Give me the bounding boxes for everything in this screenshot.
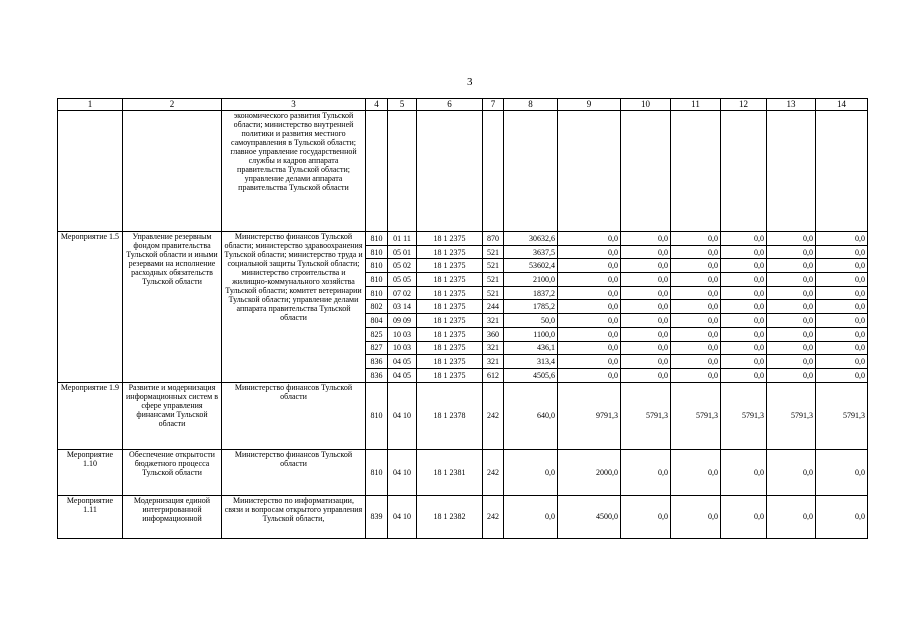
executors-continuation: экономического развития Тульской области; министерство внутренней политики и развития местного самоуправления в Тульской области; главное управление государственной службы и кадров аппарата правительства Тульской области; управление делами аппарата правительства Тульской области [222,111,366,232]
value-cell: 804 [366,314,388,328]
value-cell: 0,0 [621,495,671,538]
header-cell: 13 [767,99,816,111]
value-cell: 0,0 [721,273,767,287]
page-number: 3 [467,76,473,88]
header-cell: 3 [222,99,366,111]
header-cell: 2 [123,99,222,111]
value-cell: 0,0 [767,449,816,495]
header-cell: 10 [621,99,671,111]
value-cell: 18 1 2381 [417,449,483,495]
value-cell: 0,0 [721,259,767,273]
value-cell: 0,0 [721,286,767,300]
value-cell: 0,0 [621,259,671,273]
value-cell: 0,0 [558,286,621,300]
measure-executors: Министерство по информатизации, связи и вопросам открытого управления Тульской области, [222,495,366,538]
value-cell: 5791,3 [721,382,767,449]
value-cell: 18 1 2375 [417,368,483,382]
value-cell: 810 [366,286,388,300]
value-cell: 04 05 [388,368,417,382]
budget-table [57,98,868,539]
value-cell: 0,0 [721,232,767,246]
value-cell: 0,0 [621,355,671,369]
value-cell: 01 11 [388,232,417,246]
value-cell: 0,0 [621,245,671,259]
value-cell: 18 1 2375 [417,245,483,259]
value-cell: 802 [366,300,388,314]
value-cell: 03 14 [388,300,417,314]
value-cell: 0,0 [767,232,816,246]
value-cell: 810 [366,232,388,246]
value-cell: 09 09 [388,314,417,328]
value-cell: 836 [366,368,388,382]
value-cell: 0,0 [816,314,868,328]
value-cell: 521 [483,286,504,300]
value-cell: 836 [366,355,388,369]
value-cell: 0,0 [504,449,558,495]
value-cell: 0,0 [767,273,816,287]
header-cell: 8 [504,99,558,111]
value-cell: 0,0 [721,495,767,538]
value-cell: 04 10 [388,382,417,449]
value-cell: 0,0 [816,300,868,314]
value-cell: 810 [366,245,388,259]
value-cell: 0,0 [816,259,868,273]
value-cell: 0,0 [767,245,816,259]
value-cell: 18 1 2375 [417,300,483,314]
measure-executors: Министерство финансов Тульской области [222,449,366,495]
value-cell: 0,0 [721,368,767,382]
header-cell: 11 [671,99,721,111]
value-cell: 0,0 [558,327,621,341]
value-cell: 0,0 [671,355,721,369]
value-cell: 0,0 [671,300,721,314]
value-cell: 810 [366,259,388,273]
measure-executors: Министерство финансов Тульской области [222,382,366,449]
table-row [58,495,868,538]
value-cell: 10 03 [388,341,417,355]
value-cell: 0,0 [767,368,816,382]
header-cell: 14 [816,99,868,111]
measure-id: Мероприятие 1.9 [58,382,123,449]
value-cell: 0,0 [671,341,721,355]
value-cell: 360 [483,327,504,341]
value-cell: 04 10 [388,449,417,495]
value-cell: 870 [483,232,504,246]
header-cell: 9 [558,99,621,111]
value-cell: 18 1 2375 [417,341,483,355]
value-cell: 2100,0 [504,273,558,287]
value-cell: 18 1 2375 [417,259,483,273]
value-cell: 0,0 [621,232,671,246]
value-cell: 04 05 [388,355,417,369]
value-cell: 0,0 [558,355,621,369]
header-cell: 12 [721,99,767,111]
value-cell: 321 [483,355,504,369]
value-cell: 0,0 [721,449,767,495]
value-cell: 0,0 [621,286,671,300]
cell-empty [58,111,123,232]
value-cell: 0,0 [816,341,868,355]
value-cell: 0,0 [816,327,868,341]
value-cell: 0,0 [767,259,816,273]
value-cell: 825 [366,327,388,341]
value-cell: 0,0 [558,259,621,273]
value-cell: 18 1 2375 [417,232,483,246]
value-cell: 18 1 2382 [417,495,483,538]
value-cell: 0,0 [816,245,868,259]
value-cell: 04 10 [388,495,417,538]
value-cell: 0,0 [558,232,621,246]
value-cell: 0,0 [816,355,868,369]
value-cell: 521 [483,273,504,287]
value-cell: 0,0 [767,341,816,355]
measure-id: Мероприятие 1.10 [58,449,123,495]
value-cell: 4505,6 [504,368,558,382]
header-cell: 7 [483,99,504,111]
value-cell: 0,0 [816,495,868,538]
value-cell: 18 1 2375 [417,327,483,341]
value-cell: 18 1 2375 [417,286,483,300]
value-cell: 0,0 [671,259,721,273]
value-cell: 640,0 [504,382,558,449]
value-cell: 30632,6 [504,232,558,246]
value-cell: 0,0 [767,327,816,341]
measure-id: Мероприятие 1.11 [58,495,123,538]
value-cell: 0,0 [721,327,767,341]
value-cell: 5791,3 [621,382,671,449]
value-cell: 810 [366,273,388,287]
value-cell: 50,0 [504,314,558,328]
value-cell: 0,0 [721,355,767,369]
value-cell: 0,0 [671,368,721,382]
value-cell: 18 1 2375 [417,355,483,369]
value-cell: 242 [483,495,504,538]
value-cell: 839 [366,495,388,538]
value-cell: 3637,5 [504,245,558,259]
value-cell: 244 [483,300,504,314]
measure-name: Модернизация единой интегрированной информационной [123,495,222,538]
measure-executors: Министерство финансов Тульской области; министерство здравоохранения Тульской области; министерство труда и социальной защиты Тульской области; министерство строительства и жилищно-коммунального хозяйства Тульской области; комитет ветеринарии Тульской области; управление делами аппарата правительства Тульской области [222,232,366,383]
value-cell: 0,0 [558,273,621,287]
value-cell: 0,0 [671,495,721,538]
value-cell: 242 [483,382,504,449]
value-cell: 0,0 [671,314,721,328]
value-cell: 05 01 [388,245,417,259]
value-cell: 0,0 [621,368,671,382]
value-cell: 242 [483,449,504,495]
header-cell: 6 [417,99,483,111]
value-cell: 0,0 [621,273,671,287]
value-cell: 2000,0 [558,449,621,495]
value-cell: 05 02 [388,259,417,273]
value-cell: 0,0 [558,245,621,259]
value-cell: 0,0 [721,245,767,259]
value-cell: 0,0 [767,314,816,328]
value-cell: 05 05 [388,273,417,287]
header-cell: 1 [58,99,123,111]
value-cell: 0,0 [621,300,671,314]
value-cell: 1837,2 [504,286,558,300]
value-cell: 0,0 [621,314,671,328]
measure-name: Обеспечение открытости бюджетного процесса Тульской области [123,449,222,495]
header-cell: 5 [388,99,417,111]
value-cell: 18 1 2375 [417,314,483,328]
continuation-row [58,111,868,232]
value-cell: 5791,3 [671,382,721,449]
value-cell: 810 [366,382,388,449]
cell-empty [123,111,222,232]
value-cell: 0,0 [816,368,868,382]
value-cell: 0,0 [504,495,558,538]
value-cell: 0,0 [721,314,767,328]
value-cell: 0,0 [558,300,621,314]
value-cell: 0,0 [671,449,721,495]
value-cell: 321 [483,341,504,355]
value-cell: 827 [366,341,388,355]
value-cell: 0,0 [767,355,816,369]
value-cell: 0,0 [671,245,721,259]
value-cell: 612 [483,368,504,382]
value-cell: 4500,0 [558,495,621,538]
value-cell: 0,0 [621,327,671,341]
value-cell: 9791,3 [558,382,621,449]
value-cell: 18 1 2375 [417,273,483,287]
value-cell: 521 [483,259,504,273]
header-row [58,99,868,111]
value-cell: 0,0 [621,449,671,495]
value-cell: 18 1 2378 [417,382,483,449]
value-cell: 53602,4 [504,259,558,273]
value-cell: 313,4 [504,355,558,369]
value-cell: 0,0 [767,300,816,314]
value-cell: 436,1 [504,341,558,355]
value-cell: 0,0 [558,341,621,355]
table-row [58,449,868,495]
value-cell: 810 [366,449,388,495]
value-cell: 0,0 [671,232,721,246]
value-cell: 5791,3 [816,382,868,449]
value-cell: 321 [483,314,504,328]
value-cell: 0,0 [816,232,868,246]
value-cell: 0,0 [671,273,721,287]
value-cell: 0,0 [767,286,816,300]
value-cell: 1785,2 [504,300,558,314]
value-cell: 0,0 [558,314,621,328]
value-cell: 0,0 [721,300,767,314]
value-cell: 5791,3 [767,382,816,449]
value-cell: 0,0 [621,341,671,355]
value-cell: 0,0 [767,495,816,538]
value-cell: 0,0 [816,286,868,300]
value-cell: 1100,0 [504,327,558,341]
header-cell: 4 [366,99,388,111]
value-cell: 521 [483,245,504,259]
measure-name: Развитие и модернизация информационных систем в сфере управления финансами Тульской области [123,382,222,449]
measure-id: Мероприятие 1.5 [58,232,123,383]
value-cell: 0,0 [721,341,767,355]
value-cell: 0,0 [558,368,621,382]
table-row [58,382,868,449]
value-cell: 0,0 [816,449,868,495]
value-cell: 07 02 [388,286,417,300]
value-cell: 0,0 [671,327,721,341]
measure-name: Управление резервным фондом правительства Тульской области и иными резервами на исполнение расходных обязательств Тульской области [123,232,222,383]
value-cell: 0,0 [671,286,721,300]
value-cell: 0,0 [816,273,868,287]
table-row [58,232,868,246]
value-cell: 10 03 [388,327,417,341]
